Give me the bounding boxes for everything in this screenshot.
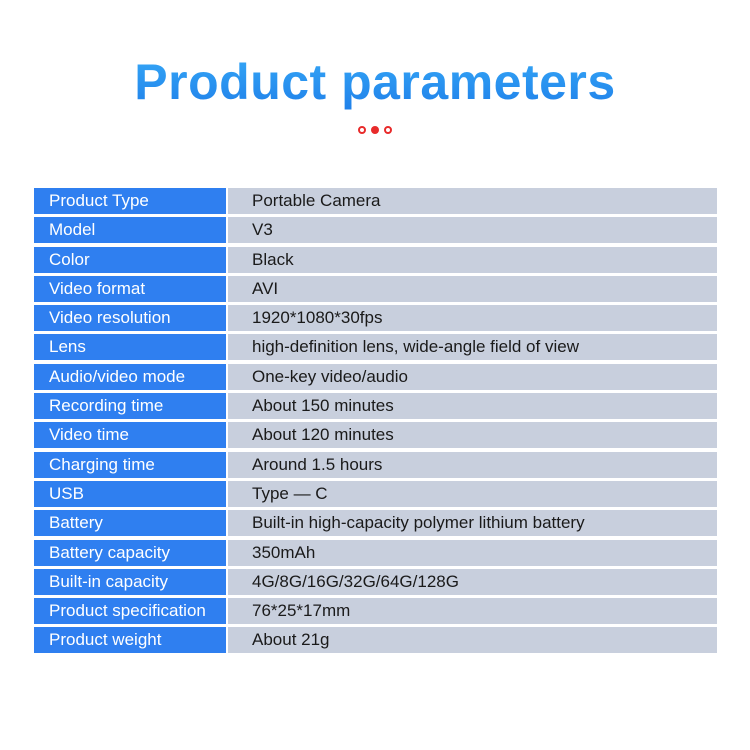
param-key: Battery [34,510,226,536]
param-value: 350mAh [228,540,717,566]
param-value: Black [228,247,717,273]
param-key: Video time [34,422,226,448]
param-value: About 120 minutes [228,422,717,448]
param-key: Charging time [34,452,226,478]
page-title: Product parameters [0,52,750,112]
param-value: Around 1.5 hours [228,452,717,478]
table-row [34,334,717,360]
param-key: Audio/video mode [34,364,226,390]
param-key: USB [34,481,226,507]
param-key: Product specification [34,598,226,624]
table-row [34,422,717,448]
param-value: Type — C [228,481,717,507]
param-key: Battery capacity [34,540,226,566]
param-value: About 21g [228,627,717,653]
param-key: Video format [34,276,226,302]
param-key: Built-in capacity [34,569,226,595]
table-row [34,364,717,390]
param-value: About 150 minutes [228,393,717,419]
param-value: Portable Camera [228,188,717,214]
dot-filled-icon [371,126,379,134]
dot-outline-icon [384,126,392,134]
param-key: Recording time [34,393,226,419]
param-key: Video resolution [34,305,226,331]
parameters-table [34,188,717,657]
param-key: Product weight [34,627,226,653]
table-row [34,217,717,243]
table-row [34,452,717,478]
decorative-dots [0,126,750,134]
table-row [34,188,717,214]
param-value: 1920*1080*30fps [228,305,717,331]
param-key: Lens [34,334,226,360]
param-value: high-definition lens, wide-angle field of view [228,334,717,360]
param-key: Product Type [34,188,226,214]
param-value: 4G/8G/16G/32G/64G/128G [228,569,717,595]
param-key: Model [34,217,226,243]
table-row [34,540,717,566]
table-row [34,627,717,653]
table-row [34,481,717,507]
param-value: Built-in high-capacity polymer lithium battery [228,510,717,536]
table-row [34,393,717,419]
param-value: AVI [228,276,717,302]
param-value: V3 [228,217,717,243]
table-row [34,247,717,273]
table-row [34,510,717,536]
table-row [34,569,717,595]
dot-outline-icon [358,126,366,134]
table-row [34,276,717,302]
table-row [34,598,717,624]
param-value: 76*25*17mm [228,598,717,624]
param-value: One-key video/audio [228,364,717,390]
table-row [34,305,717,331]
param-key: Color [34,247,226,273]
